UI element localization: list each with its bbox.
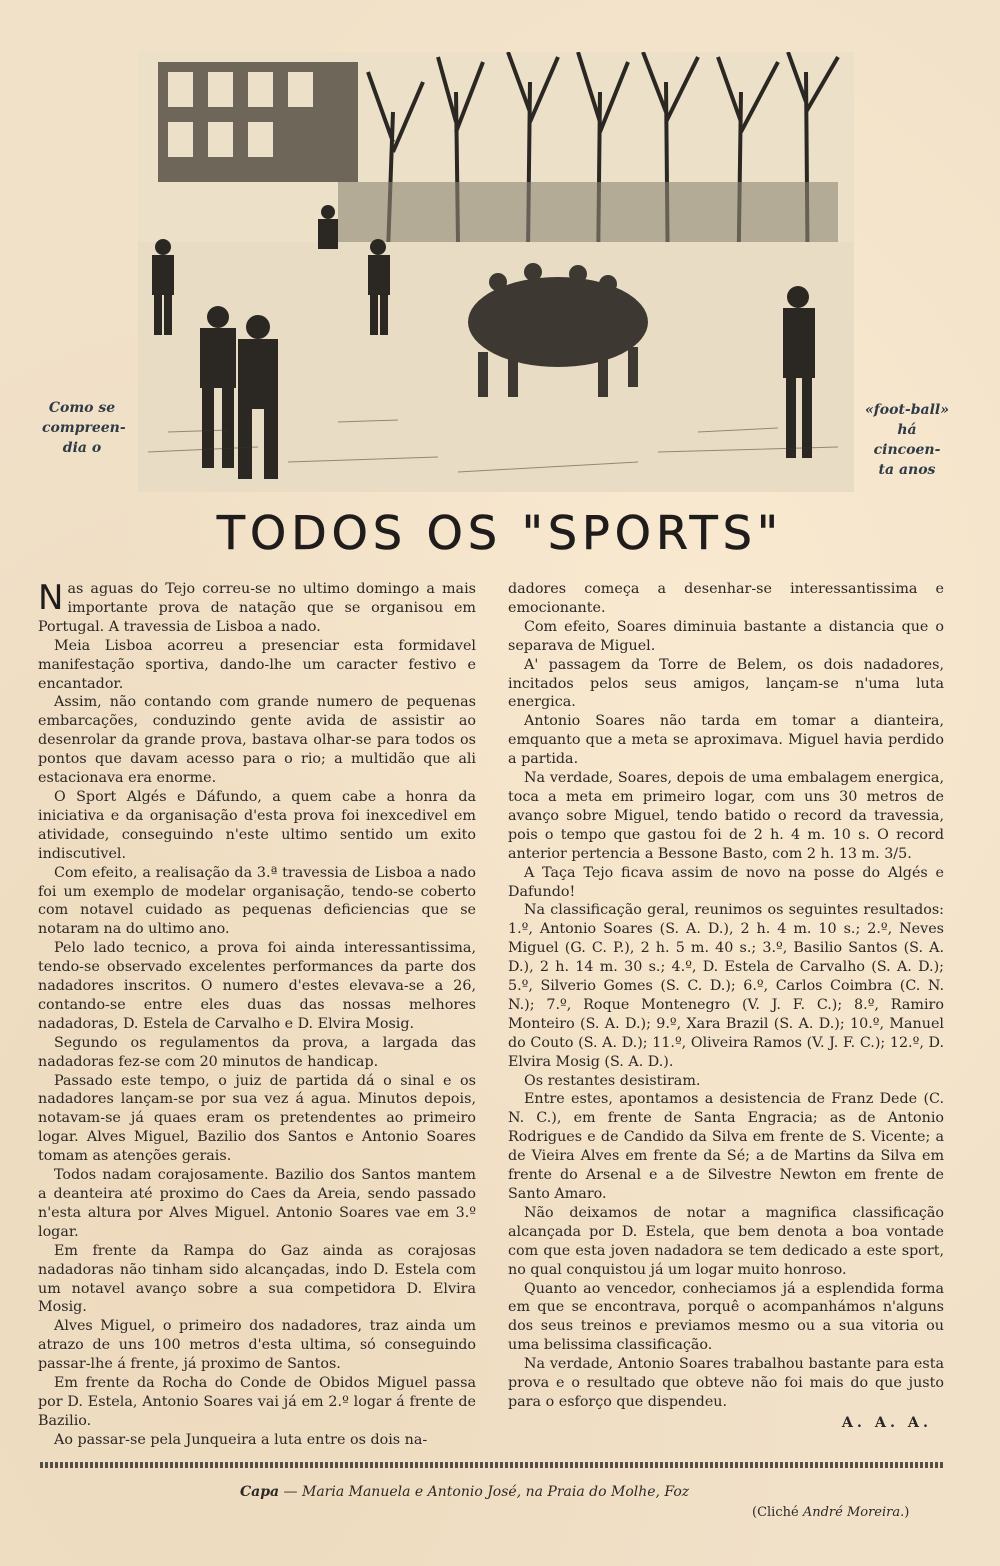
article-paragraph: Assim, não contando com grande numero de pequenas embarcações, conduzindo gente avida de assistir ao desenrolar da grande prova, bastava olhar-se para todos os pontos que davam acesso para o rio; a multidão que ali estacionava era enorme. bbox=[38, 694, 476, 787]
right-caption-line: ta anos bbox=[878, 462, 936, 478]
article-paragraph: Com efeito, a realisação da 3.ª travessia de Lisboa a nado foi um exemplo de modelar organisação, tendo-se coberto com notavel cuidado as pequenas deficiencias que se notaram na do ultimo ano. bbox=[38, 864, 476, 938]
article-paragraph: O Sport Algés e Dáfundo, a quem cabe a honra da iniciativa e da organisação d'esta prova foi inexcedivel em atividade, conseguindo n'este ultimo sentido um exito indiscutivel. bbox=[38, 788, 476, 862]
dotted-divider bbox=[40, 1462, 944, 1468]
article-paragraph: Na verdade, Soares, depois de uma embalagem energica, toca a meta em primeiro logar, com uns 30 metros de avanço sobre Miguel, tendo batido o record da travessia, pois o tempo que gastou foi de 2 h. 4 m. 10 s. O record anterior pertencia a Bessone Basto, com 2 h. 13 m. 3/5. bbox=[508, 770, 944, 862]
right-caption-line: há cincoen- bbox=[873, 422, 941, 458]
cover-caption bbox=[240, 1484, 940, 1500]
cover-caption-text: — Maria Manuela e Antonio José, na Praia do Molhe, Foz bbox=[279, 1484, 690, 1500]
drop-cap: N bbox=[38, 578, 64, 618]
article-paragraph: Antonio Soares não tarda em tomar a dianteira, emquanto que a meta se aproximava. Miguel havia perdido a partida. bbox=[508, 713, 944, 768]
left-caption-line: compreen- bbox=[42, 420, 126, 436]
article-paragraph: Alves Miguel, o primeiro dos nadadores, traz ainda um atrazo de uns 100 metros d'esta ultima, só conseguindo passar-lhe á frente, já proximo de Santos. bbox=[38, 1318, 476, 1373]
article-paragraph: Na classificação geral, reunimos os seguintes resultados: 1.º, Antonio Soares (S. A. D.), 2 h. 4 m. 10 s.; 2.º, Neves Miguel (G. C. P.), 2 h. 5 m. 40 s.; 3.º, Basilio Santos (S. A. D.), 2 h. 14 m. 30 s.; 4.º, D. Estela de Carvalho (S. A. D.); 5.º, Silverio Gomes (S. C. D.); 6.º, Carlos Coimbra (C. N. N.); 7.º, Roque Montenegro (V. J. F. C.); 8.º, Ramiro Monteiro (S. A. D.); 9.º, Xara Brazil (S. A. D.); 10.º, Manuel do Couto (S. A. D.); 11.º, Oliveira Ramos (V. J. F. C.); 12.º, D. Elvira Mosig (S. A. D.). bbox=[508, 902, 944, 1070]
right-side-caption bbox=[862, 400, 952, 480]
article-paragraph: Na verdade, Antonio Soares trabalhou bastante para esta prova e o resultado que obteve não foi mais do que justo para o esforço que dispendeu. bbox=[508, 1356, 944, 1410]
photo-credit bbox=[752, 1505, 909, 1520]
article-paragraph: A Taça Tejo ficava assim de novo na posse do Algés e Dafundo! bbox=[508, 864, 944, 900]
article-paragraph: Em frente da Rocha do Conde de Obidos Miguel passa por D. Estela, Antonio Soares vai já em 2.º logar á frente de Bazilio. bbox=[38, 1375, 476, 1429]
left-side-caption bbox=[42, 398, 126, 458]
cover-caption-label: Capa bbox=[240, 1484, 280, 1500]
left-caption-line: dia o bbox=[62, 440, 102, 456]
article-paragraph: Meia Lisboa acorreu a presenciar esta formidavel manifestação sportiva, dando-lhe um caracter festivo e encantador. bbox=[38, 637, 476, 692]
article-paragraph: Em frente da Rampa do Gaz ainda as corajosas nadadoras não tinham sido alcançadas, indo D. Estela com um notavel avanço sobre a sua competidora D. Elvira Mosig. bbox=[38, 1242, 476, 1316]
article-right-column bbox=[508, 580, 944, 1433]
article-paragraph: Os restantes desistiram. bbox=[524, 1072, 701, 1089]
right-caption-line: «foot-ball» bbox=[865, 402, 949, 418]
article-paragraph: Não deixamos de notar a magnifica classificação alcançada por D. Estela, que bem denota a boa vontade com que esta joven nadadora se tem dedicado a este sport, no qual conquistou já um logar muito honroso. bbox=[508, 1204, 944, 1278]
article-headline: TODOS OS "SPORTS" bbox=[216, 506, 784, 560]
left-caption-line: Como se bbox=[48, 400, 116, 416]
article-paragraph: Nas aguas do Tejo correu-se no ultimo domingo a mais importante prova de natação que se organisou em Portugal. A travessia de Lisboa a nado. bbox=[38, 578, 476, 635]
article-paragraph: Todos nadam corajosamente. Bazilio dos Santos mantem a deanteira até proximo do Caes da Areia, sendo passado n'esta altura por Alves Miguel. Antonio Soares vae em 3.º logar. bbox=[38, 1167, 476, 1240]
article-paragraph: Passado este tempo, o juiz de partida dá o sinal e os nadadores lançam-se por sua vez á agua. Minutos depois, notavam-se já quaes eram os pretendentes ao primeiro logar. Alves Miguel, Bazilio dos Santos e Antonio Soares tomam as atenções gerais. bbox=[38, 1072, 476, 1165]
photo-credit-name: André Moreira bbox=[802, 1505, 901, 1520]
article-paragraph: Segundo os regulamentos da prova, a largada das nadadoras fez-se com 20 minutos de handicap. bbox=[38, 1034, 476, 1070]
photo-credit-prefix: (Cliché bbox=[752, 1505, 803, 1520]
author-signature: A. A. A. bbox=[841, 1414, 932, 1431]
article-paragraph: Ao passar-se pela Junqueira a luta entre os dois na- bbox=[54, 1431, 428, 1448]
football-illustration bbox=[138, 52, 854, 492]
article-paragraph: dadores começa a desenhar-se interessantissima e emocionante. bbox=[508, 581, 944, 616]
article-paragraph: Com efeito, Soares diminuia bastante a distancia que o separava de Miguel. bbox=[508, 618, 944, 654]
article-paragraph: A' passagem da Torre de Belem, os dois nadadores, incitados pelos seus amigos, lançam-se n'uma luta energica. bbox=[508, 656, 944, 711]
article-left-column bbox=[38, 580, 476, 1450]
football-sketch-image bbox=[138, 52, 854, 492]
photo-credit-suffix: .) bbox=[900, 1505, 910, 1520]
article-paragraph: Entre estes, apontamos a desistencia de Franz Dede (C. N. C.), em frente de Santa Engracia; as de Antonio Rodrigues e de Candido da Silva em frente de S. Vicente; a de Vieira Alves em frente da Sé; a de Martins da Silva em frente do Arsenal e a de Silvestre Newton em frente de Santo Amaro. bbox=[508, 1091, 944, 1202]
article-paragraph: Pelo lado tecnico, a prova foi ainda interessantissima, tendo-se observado excelentes performances da parte dos nadadores inscritos. O numero d'estes elevava-se a 26, contando-se entre eles duas das nossas melhores nadadoras, D. Estela de Carvalho e D. Elvira Mosig. bbox=[38, 940, 476, 1032]
article-paragraph: Quanto ao vencedor, conheciamos já a esplendida forma em que se encontrava, porquê o acompanhámos n'alguns dos seus treinos e previamos mesmo ou a sua vitoria ou uma belissima classificação. bbox=[508, 1280, 944, 1354]
